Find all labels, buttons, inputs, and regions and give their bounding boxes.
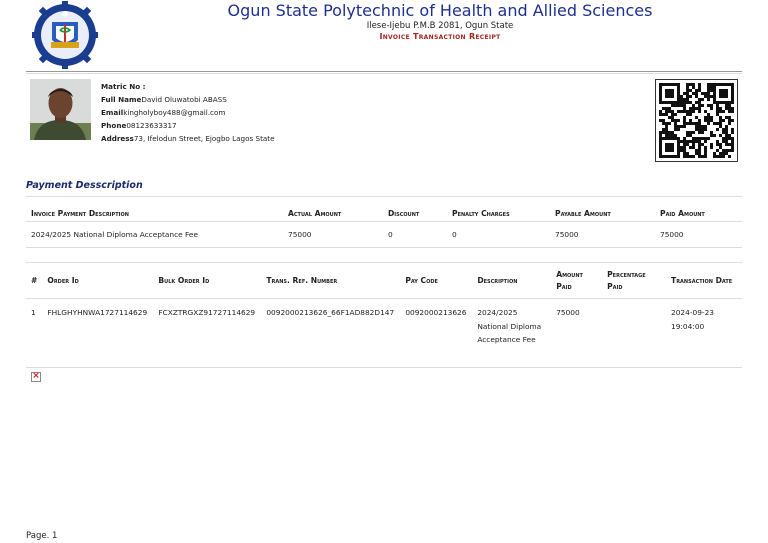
header-divider [26,71,742,74]
institution-crest-icon [32,0,98,70]
payment-table-header [26,197,742,222]
phone-label: Phone [101,121,127,130]
transaction-table [26,262,742,368]
matric-label: Matric No : [101,82,146,91]
cell-index: 1 [31,308,36,317]
col-discount: Discount [388,209,420,218]
address-value: 73, Ifelodun Street, Ejogbo Lagos State [133,134,275,143]
page-number: Page. 1 [26,531,58,541]
institution-address: Ilese-Ijebu P.M.B 2081, Ogun State [366,21,514,31]
col-paid-amount: Paid Amount [660,209,705,218]
col-description: Description [477,275,518,285]
phone-row [101,119,275,132]
email-row [101,106,275,119]
cell-discount: 0 [388,230,393,239]
col-amount-paid: Amount Paid [556,269,583,291]
cell-transaction-date: 2024-09-23 19:04:00 [671,308,714,331]
col-order-id: Order Id [47,275,79,285]
cell-penalty-charges: 0 [452,230,457,239]
cell-pay-code: 0092000213626 [405,308,467,317]
payment-table [26,196,742,248]
table-row [26,222,742,248]
col-pay-code: Pay Code [405,275,438,285]
qr-code [655,79,738,162]
cell-payable-amount: 75000 [555,230,579,239]
cell-actual-amount: 75000 [288,230,312,239]
col-actual-amount: Actual Amount [288,209,342,218]
col-trans-ref-number: Trans. Ref. Number [266,275,338,285]
payment-section-title: Payment Desscription [26,180,143,191]
col-invoice-description: Invoice Payment Description [31,209,129,218]
fullname-label: Full Name [101,95,142,104]
phone-value: 08123633317 [126,121,177,130]
address-label: Address [101,134,134,143]
institution-name: Ogun State Polytechnic of Health and Allied Sciences [227,1,653,20]
broken-image-icon: × [32,371,40,381]
cell-percentage-paid [602,299,666,368]
fullname-row [101,93,275,106]
col-payable-amount: Payable Amount [555,209,611,218]
cell-bulk-order-id: FCXZTRGXZ91727114629 [158,308,256,317]
cell-description: 2024/2025 National Diploma Acceptance Fee [477,308,542,344]
cell-amount-paid: 75000 [556,308,580,317]
address-row [101,132,275,145]
student-info [101,80,275,145]
col-index: # [31,275,38,285]
cell-order-id: FHLGHYHNWA1727114629 [47,308,148,317]
transaction-table-header [26,263,742,299]
col-bulk-order-id: Bulk Order Id [158,275,210,285]
email-label: Email [101,108,124,117]
email-value: kingholyboy488@gmail.com [123,108,226,117]
cell-paid-amount: 75000 [660,230,684,239]
student-photo [30,79,91,140]
cell-trans-ref-number: 0092000213626_66F1AD882D147 [266,308,395,317]
col-percentage-paid: Percentage Paid [607,269,646,291]
table-row [26,299,742,368]
col-penalty-charges: Penalty Charges [452,209,510,218]
matric-row [101,80,275,93]
fullname-value: David Oluwatobi ABASS [141,95,227,104]
cell-invoice-description: 2024/2025 National Diploma Acceptance Fee [31,230,198,239]
col-transaction-date: Transaction Date [671,275,733,285]
receipt-title: Invoice Transaction Receipt [379,32,501,41]
